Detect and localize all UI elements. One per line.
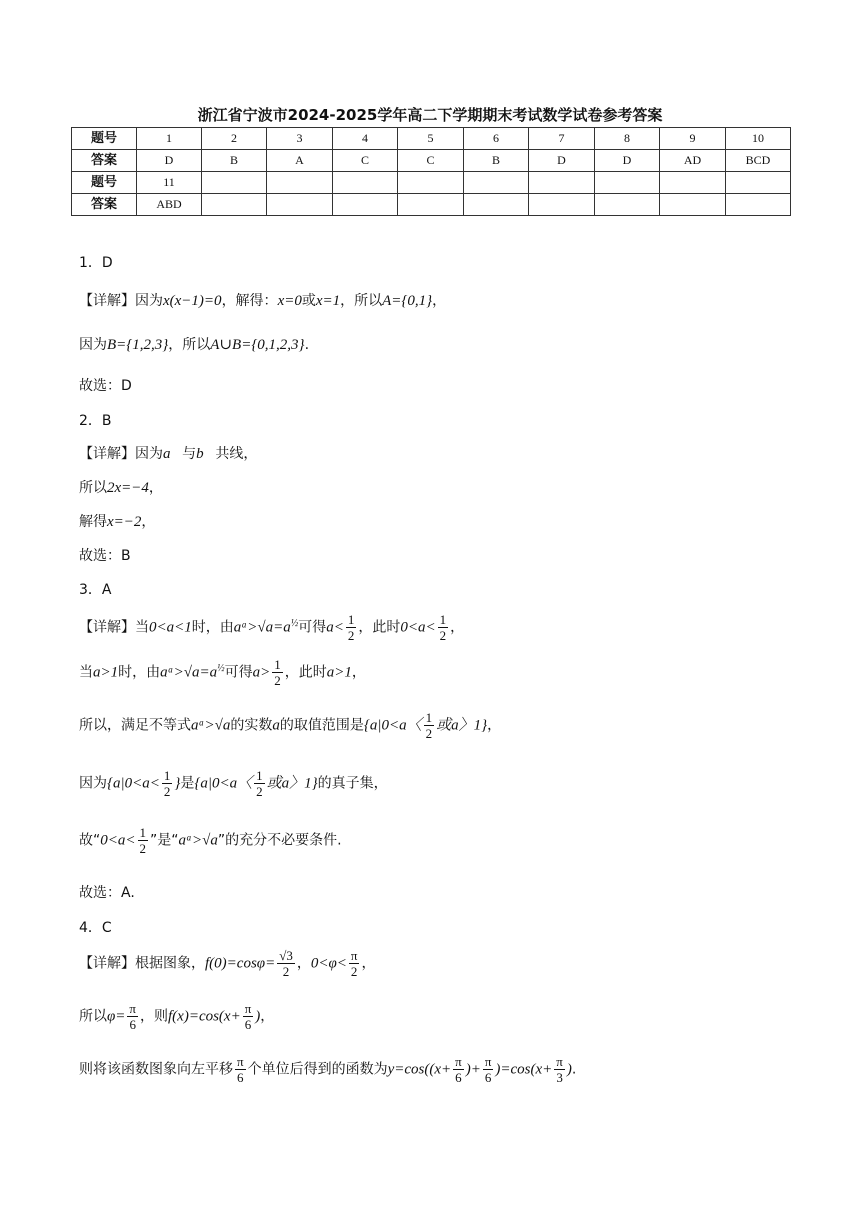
- q3-choice: 故选：A.: [79, 885, 135, 901]
- question-cell: [595, 172, 660, 194]
- answer-cell: ABD: [137, 194, 202, 216]
- table-row: [72, 194, 791, 216]
- page-title: 浙江省宁波市2024-2025学年高二下学期期末考试数学试卷参考答案: [197, 106, 663, 124]
- answer-cell: B: [202, 150, 267, 172]
- q1-line-2: 因为B={1,2,3}，所以A∪B={0,1,2,3}.: [79, 337, 310, 353]
- question-cell: 4: [333, 128, 398, 150]
- answer-cell: D: [529, 150, 595, 172]
- answer-cell: [660, 194, 726, 216]
- q3-heading: 3．A: [79, 582, 112, 598]
- fraction: $\frac{\pi}{2}$: [350, 948, 358, 979]
- fraction: $\frac{1}{2}$: [425, 710, 433, 741]
- fraction: $\frac{\pi}{6}$: [455, 1054, 462, 1085]
- row-label-answer: 答案: [72, 194, 137, 216]
- answer-cell: [595, 194, 660, 216]
- q4-heading: 4．C: [79, 920, 112, 936]
- q2-line-2: 所以2x=−4，: [79, 480, 163, 496]
- answer-cell: [464, 194, 529, 216]
- question-cell: 8: [595, 128, 660, 150]
- answer-cell: B: [464, 150, 529, 172]
- question-cell: [267, 172, 333, 194]
- fraction: $\frac{\pi}{3}$: [556, 1054, 563, 1085]
- q3-line-5: 故“0<a< $\frac{1}{2}$ ”是“aᵃ>√a”的充分不必要条件.: [79, 825, 342, 856]
- answer-cell: D: [595, 150, 660, 172]
- fraction: $\frac{\pi}{6}$: [129, 1001, 136, 1032]
- question-cell: 10: [726, 128, 791, 150]
- fraction: $\frac{1}{2}$: [163, 768, 171, 799]
- fraction: $\frac{\pi}{6}$: [244, 1001, 252, 1032]
- fraction: $\frac{1}{2}$: [347, 612, 355, 643]
- answer-cell: [333, 194, 398, 216]
- answer-cell: AD: [660, 150, 726, 172]
- question-cell: 5: [398, 128, 464, 150]
- fraction: $\frac{1}{2}$: [274, 657, 281, 688]
- table-row: [72, 150, 791, 172]
- question-cell: [398, 172, 464, 194]
- row-label-question: 题号: [72, 172, 137, 194]
- fraction: $\frac{\pi}{6}$: [484, 1054, 492, 1085]
- q3-line-3: 所以，满足不等式aᵃ>√a的实数a的取值范围是{a|0<a〈 $\frac{1}{2}$ 或a〉1}，: [79, 710, 502, 741]
- q2-choice: 故选：B: [79, 548, 131, 564]
- q2-heading: 2．B: [79, 413, 112, 429]
- q3-line-2: 当a>1时，由$aᵃ>√a=a^{\frac{1}{2}}$可得a> $\frac{1}{2}$ ，此时a>1，: [79, 657, 366, 688]
- q4-line-3: 则将该函数图象向左平移 $\frac{\pi}{6}$ 个单位后得到的函数为y=cos((x+ $\frac{\pi}{6}$ )+ $\frac{\pi}{6}$ )=cos(x+ $\frac{\pi}{3}$ ).: [79, 1054, 577, 1085]
- q2-line-3: 解得x=−2，: [79, 514, 156, 530]
- question-cell: 11: [137, 172, 202, 194]
- q4-line-2: 所以φ= $\frac{\pi}{6}$ ，则f(x)=cos(x+ $\frac{\pi}{6}$ )，: [79, 1001, 275, 1032]
- fraction: $\frac{\pi}{6}$: [237, 1054, 244, 1085]
- answer-cell: A: [267, 150, 333, 172]
- question-cell: [726, 172, 791, 194]
- question-cell: 9: [660, 128, 726, 150]
- q3-line-4: 因为{a|0<a< $\frac{1}{2}$ }是{a|0<a〈 $\frac{1}{2}$ 或a〉1}的真子集，: [79, 768, 388, 799]
- table-row: [72, 172, 791, 194]
- answer-cell: BCD: [726, 150, 791, 172]
- question-cell: 7: [529, 128, 595, 150]
- question-cell: 3: [267, 128, 333, 150]
- fraction: $\frac{1}{2}$: [256, 768, 263, 799]
- q4-line-1: 【详解】根据图象，f(0)=cosφ= $\frac{√3}{2}$ ，0<φ< $\frac{\pi}{2}$ ，: [79, 948, 376, 979]
- question-cell: [660, 172, 726, 194]
- question-cell: [333, 172, 398, 194]
- answer-cell: [202, 194, 267, 216]
- row-label-answer: 答案: [72, 150, 137, 172]
- question-cell: 6: [464, 128, 529, 150]
- q1-heading: 1．D: [79, 255, 113, 271]
- question-cell: [529, 172, 595, 194]
- answer-cell: [726, 194, 791, 216]
- answer-table: [71, 127, 791, 216]
- fraction: $\frac{1}{2}$: [439, 612, 447, 643]
- answer-cell: [267, 194, 333, 216]
- question-cell: [464, 172, 529, 194]
- q1-choice: 故选：D: [79, 378, 132, 394]
- answer-cell: C: [398, 150, 464, 172]
- fraction: $\frac{1}{2}$: [139, 825, 147, 856]
- q2-line-1: 【详解】因为a⃗与b⃗共线，: [79, 446, 258, 462]
- row-label-question: 题号: [72, 128, 137, 150]
- answer-cell: [529, 194, 595, 216]
- answer-cell: C: [333, 150, 398, 172]
- table-row: [72, 128, 791, 150]
- question-cell: [202, 172, 267, 194]
- q3-line-1: 【详解】当0<a<1时，由$aᵃ>√a=a^{\frac{1}{2}}$可得a< $\frac{1}{2}$ ，此时0<a< $\frac{1}{2}$ ，: [79, 612, 465, 643]
- question-cell: 2: [202, 128, 267, 150]
- answer-cell: [398, 194, 464, 216]
- question-cell: 1: [137, 128, 202, 150]
- fraction: $\frac{√3}{2}$: [279, 948, 293, 979]
- q1-line-1: 【详解】因为x(x−1)=0，解得：x=0或x=1，所以A={0,1}，: [79, 293, 447, 309]
- answer-cell: D: [137, 150, 202, 172]
